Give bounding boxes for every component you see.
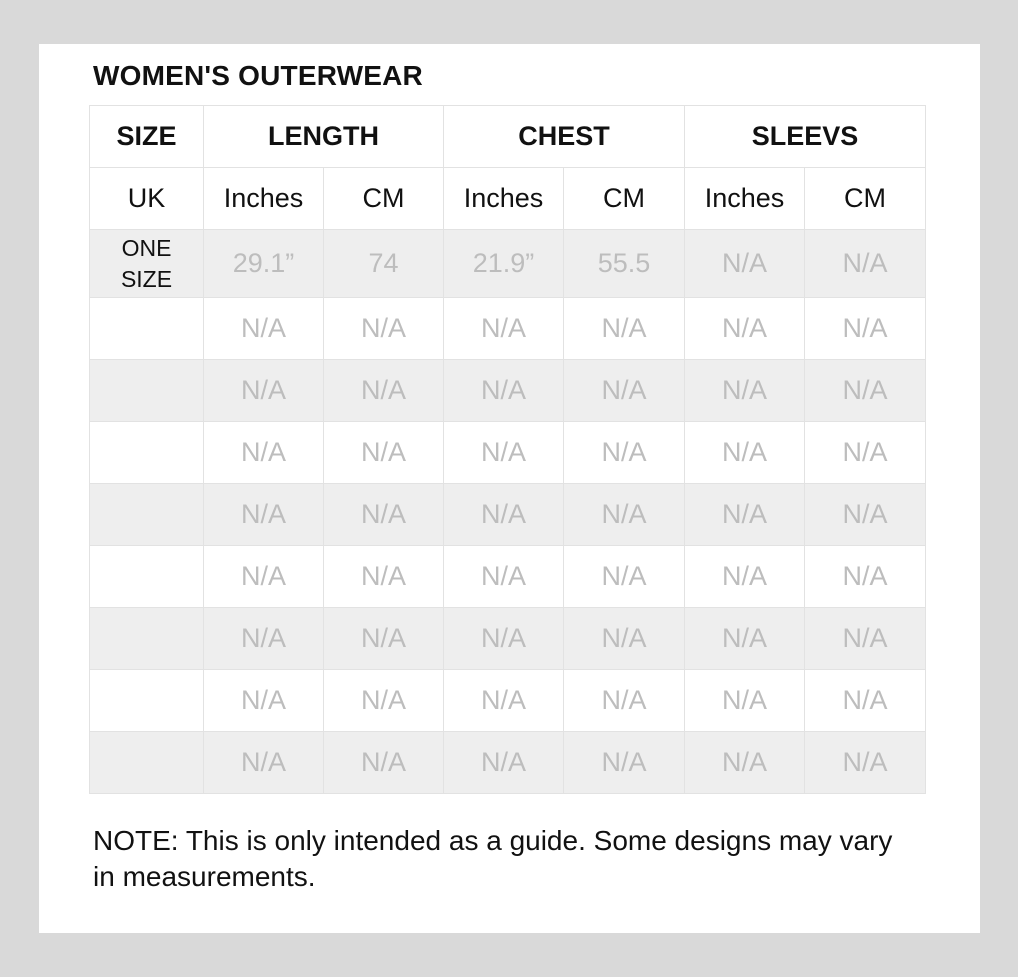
measurement-cell: N/A [564,484,685,546]
measurement-cell: N/A [805,360,926,422]
table-row [90,422,926,484]
measurement-cell: N/A [444,422,564,484]
table-row [90,608,926,670]
measurement-cell: N/A [805,422,926,484]
size-label-line: SIZE [120,265,173,292]
measurement-cell: N/A [564,608,685,670]
measurement-cell: N/A [444,484,564,546]
measurement-cell: N/A [805,298,926,360]
measurement-cell: N/A [324,298,444,360]
size-cell [90,608,204,670]
measurement-cell: N/A [685,422,805,484]
measurement-cell: N/A [564,360,685,422]
size-cell [90,670,204,732]
measurement-cell: N/A [805,230,926,298]
size-cell [90,422,204,484]
size-table [89,105,926,794]
measurement-cell: N/A [444,608,564,670]
header-size: SIZE [90,106,204,168]
measurement-cell: N/A [685,298,805,360]
measurement-cell: N/A [685,608,805,670]
size-cell [90,230,204,298]
measurement-cell: N/A [685,732,805,794]
measurement-cell: N/A [324,670,444,732]
unit-uk: UK [90,168,204,230]
unit-length-inches: Inches [204,168,324,230]
measurement-cell: N/A [564,732,685,794]
measurement-cell: N/A [564,546,685,608]
measurement-cell: N/A [444,732,564,794]
measurement-cell: N/A [805,484,926,546]
measurement-cell: N/A [204,484,324,546]
measurement-cell: N/A [805,546,926,608]
measurement-cell: N/A [324,608,444,670]
table-row [90,670,926,732]
unit-sleeves-cm: CM [805,168,926,230]
measurement-cell: N/A [805,608,926,670]
table-row [90,230,926,298]
table-row [90,484,926,546]
table-row [90,732,926,794]
measurement-cell: N/A [204,608,324,670]
measurement-cell: N/A [564,298,685,360]
header-length: LENGTH [204,106,444,168]
measurement-cell: 74 [324,230,444,298]
size-label-line: ONE [121,234,172,261]
unit-chest-cm: CM [564,168,685,230]
size-guide-card [39,44,980,933]
table-row [90,298,926,360]
measurement-cell: N/A [324,732,444,794]
measurement-cell: N/A [685,230,805,298]
measurement-cell: N/A [444,546,564,608]
size-cell [90,546,204,608]
page-title: WOMEN'S OUTERWEAR [93,60,423,91]
measurement-cell: N/A [805,670,926,732]
measurement-cell: N/A [204,732,324,794]
size-cell [90,298,204,360]
header-sleeves: SLEEVS [685,106,926,168]
measurement-cell: N/A [685,360,805,422]
measurement-cell: N/A [685,670,805,732]
measurement-cell: N/A [444,298,564,360]
table-row [90,360,926,422]
header-chest: CHEST [444,106,685,168]
measurement-cell: N/A [204,546,324,608]
unit-length-cm: CM [324,168,444,230]
header-row [90,106,926,168]
measurement-cell: N/A [324,484,444,546]
unit-row [90,168,926,230]
size-cell [90,484,204,546]
unit-sleeves-inches: Inches [685,168,805,230]
measurement-cell: N/A [324,360,444,422]
measurement-cell: N/A [444,670,564,732]
size-cell [90,360,204,422]
measurement-cell: 55.5 [564,230,685,298]
size-cell [90,732,204,794]
measurement-cell: N/A [805,732,926,794]
measurement-cell: N/A [204,422,324,484]
measurement-cell: 21.9” [444,230,564,298]
measurement-cell: N/A [324,422,444,484]
measurement-cell: N/A [204,360,324,422]
table-body [90,230,926,794]
measurement-cell: 29.1” [204,230,324,298]
measurement-cell: N/A [685,484,805,546]
measurement-cell: N/A [685,546,805,608]
measurement-cell: N/A [564,422,685,484]
measurement-cell: N/A [324,546,444,608]
table-row [90,546,926,608]
measurement-cell: N/A [204,670,324,732]
guide-note: NOTE: This is only intended as a guide. Some designs may vary in measurements. [93,825,893,892]
measurement-cell: N/A [564,670,685,732]
measurement-cell: N/A [204,298,324,360]
measurement-cell: N/A [444,360,564,422]
unit-chest-inches: Inches [444,168,564,230]
